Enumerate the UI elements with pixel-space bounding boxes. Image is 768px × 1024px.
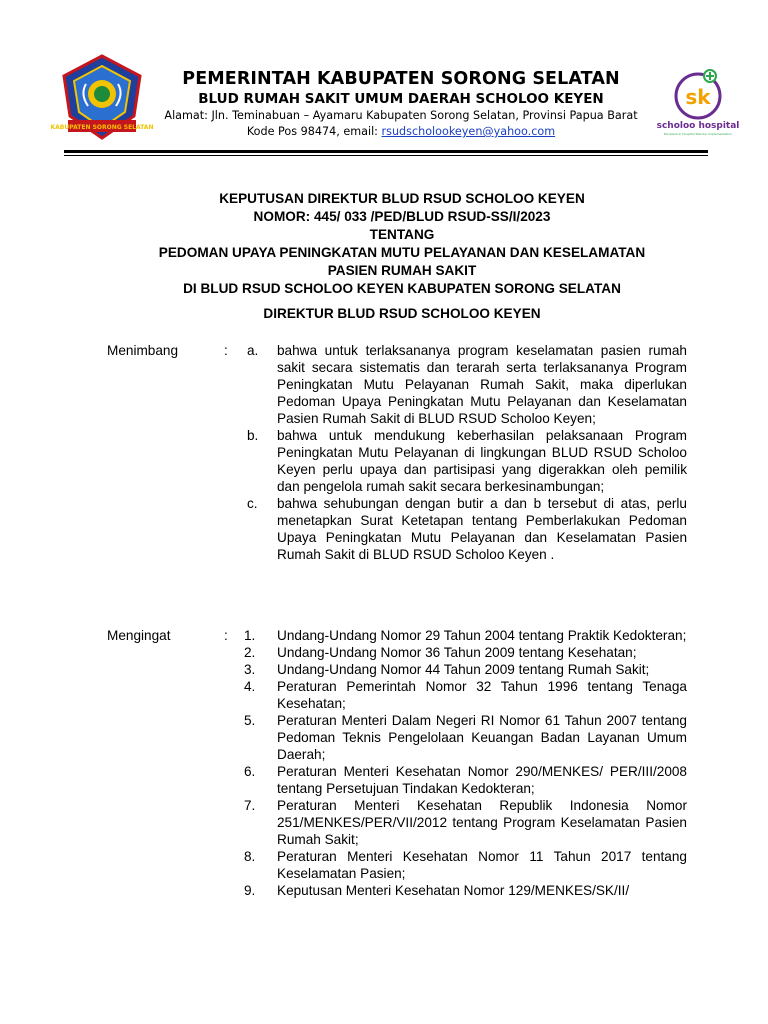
decree-title bbox=[60, 190, 744, 298]
list-item bbox=[107, 342, 687, 427]
regency-emblem-icon bbox=[50, 54, 154, 142]
list-marker: 5. bbox=[244, 713, 256, 728]
list-marker: 7. bbox=[244, 798, 256, 813]
list-item bbox=[107, 882, 687, 899]
list-item bbox=[107, 797, 687, 848]
list-item-text: Undang-Undang Nomor 44 Tahun 2009 tentang Rumah Sakit; bbox=[277, 662, 650, 677]
list-item bbox=[107, 712, 687, 763]
list-item-text: Peraturan Pemerintah Nomor 32 Tahun 1996 tentang Tenaga Kesehatan; bbox=[277, 679, 687, 711]
list-item-text: Keputusan Menteri Kesehatan Nomor 129/MENKES/SK/II/ bbox=[277, 883, 630, 898]
emblem-banner-text: KABUPATEN SORONG SELATAN bbox=[50, 124, 154, 131]
email-link[interactable]: rsudscholookeyen@yahoo.com bbox=[381, 125, 556, 138]
list-marker: 3. bbox=[244, 662, 256, 677]
section-label: Menimbang bbox=[107, 343, 179, 358]
list-marker: b. bbox=[247, 428, 259, 443]
list-item-text: bahwa sehubungan dengan butir a dan b tersebut di atas, perlu menetapkan Surat Ketetapan tentang Pemberlakukan Pedoman Upaya Peningkatan Mutu Pelayanan dan Keselamatan Pasien Rumah Sakit di BLUD RSUD Scholoo Keyen . bbox=[277, 496, 687, 562]
director-heading: DIREKTUR BLUD RSUD SCHOLOO KEYEN bbox=[263, 306, 541, 321]
letterhead-subtitle: BLUD RUMAH SAKIT UMUM DAERAH SCHOLOO KEYEN bbox=[198, 91, 604, 107]
list-marker: 6. bbox=[244, 764, 256, 779]
list-item bbox=[107, 848, 687, 882]
letterhead-address: Alamat: Jln. Teminabuan – Ayamaru Kabupaten Sorong Selatan, Provinsi Papua Barat bbox=[164, 109, 638, 122]
list-marker: 8. bbox=[244, 849, 256, 864]
list-item-text: Peraturan Menteri Kesehatan Nomor 11 Tahun 2017 tentang Keselamatan Pasien; bbox=[277, 849, 687, 881]
mengingat-section bbox=[107, 627, 687, 899]
list-marker: 9. bbox=[244, 883, 256, 898]
section-colon: : bbox=[224, 628, 228, 643]
letterhead-title: PEMERINTAH KABUPATEN SORONG SELATAN bbox=[182, 69, 620, 89]
list-marker: c. bbox=[247, 496, 258, 511]
section-label: Mengingat bbox=[107, 628, 171, 643]
list-item bbox=[107, 661, 687, 678]
list-marker: a. bbox=[247, 343, 259, 358]
list-item bbox=[107, 678, 687, 712]
logo-name-text: scholoo hospital bbox=[656, 121, 740, 131]
list-item-text: bahwa untuk terlaksananya program keselamatan pasien rumah sakit secara sistematis dan terarah serta terlaksananya Program Peningkatan Mutu Pelayanan Rumah Sakit, maka diperlukan Pedoman Upaya Peningkatan Mutu Pelayanan dan Keselamatan Pasien Rumah Sakit di BLUD RSUD Scholoo Keyen; bbox=[277, 343, 687, 426]
letterhead bbox=[150, 68, 652, 140]
list-item-text: Peraturan Menteri Dalam Negeri RI Nomor 61 Tahun 2007 tentang Pedoman Teknis Pengelolaan Keuangan Badan Layanan Umum Daerah; bbox=[277, 713, 687, 762]
decree-line-3: TENTANG bbox=[369, 227, 435, 242]
decree-number: NOMOR: 445/ 033 /PED/BLUD RSUD-SS/I/2023 bbox=[253, 209, 551, 224]
decree-line-6: DI BLUD RSUD SCHOLOO KEYEN KABUPATEN SORONG SELATAN bbox=[183, 281, 621, 296]
list-item-text: Peraturan Menteri Kesehatan Nomor 290/MENKES/ PER/III/2008 tentang Persetujuan Tindakan Kedokteran; bbox=[277, 764, 687, 796]
decree-line-5: PASIEN RUMAH SAKIT bbox=[327, 263, 477, 278]
list-item bbox=[107, 427, 687, 495]
letterhead-rule-thin bbox=[64, 155, 708, 156]
list-item-text: Undang-Undang Nomor 29 Tahun 2004 tentang Praktik Kedokteran; bbox=[277, 628, 687, 643]
list-item bbox=[107, 627, 687, 644]
menimbang-section bbox=[107, 342, 687, 563]
list-marker: 2. bbox=[244, 645, 256, 660]
list-marker: 4. bbox=[244, 679, 256, 694]
decree-line-1: KEPUTUSAN DIREKTUR BLUD RSUD SCHOLOO KEYEN bbox=[219, 191, 585, 206]
hospital-logo-icon bbox=[652, 66, 744, 138]
list-item bbox=[107, 644, 687, 661]
decree-line-4: PEDOMAN UPAYA PENINGKATAN MUTU PELAYANAN DAN KESELAMATAN bbox=[158, 245, 646, 260]
logo-mark-text: sk bbox=[685, 85, 711, 109]
list-item bbox=[107, 763, 687, 797]
postal-code: Kode Pos 98474, email: bbox=[246, 125, 382, 138]
logo-tagline-text: Excellent in Hospital Standar Implementation bbox=[663, 132, 733, 136]
list-item bbox=[107, 495, 687, 563]
list-item-text: Peraturan Menteri Kesehatan Republik Indonesia Nomor 251/MENKES/PER/VII/2012 tentang Program Keselamatan Pasien Rumah Sakit; bbox=[277, 798, 687, 847]
list-marker: 1. bbox=[244, 628, 256, 643]
letterhead-rule-thick bbox=[64, 150, 708, 153]
list-item-text: Undang-Undang Nomor 36 Tahun 2009 tentang Kesehatan; bbox=[277, 645, 637, 660]
section-colon: : bbox=[224, 343, 228, 358]
letterhead-contact bbox=[150, 124, 652, 140]
list-item-text: bahwa untuk mendukung keberhasilan pelaksanaan Program Peningkatan Mutu Pelayanan di lingkungan BLUD RSUD Scholoo Keyen perlu upaya dan partisipasi yang digerakkan oleh pemilik dan pengelola rumah sakit secara berkesinambungan; bbox=[277, 428, 687, 494]
